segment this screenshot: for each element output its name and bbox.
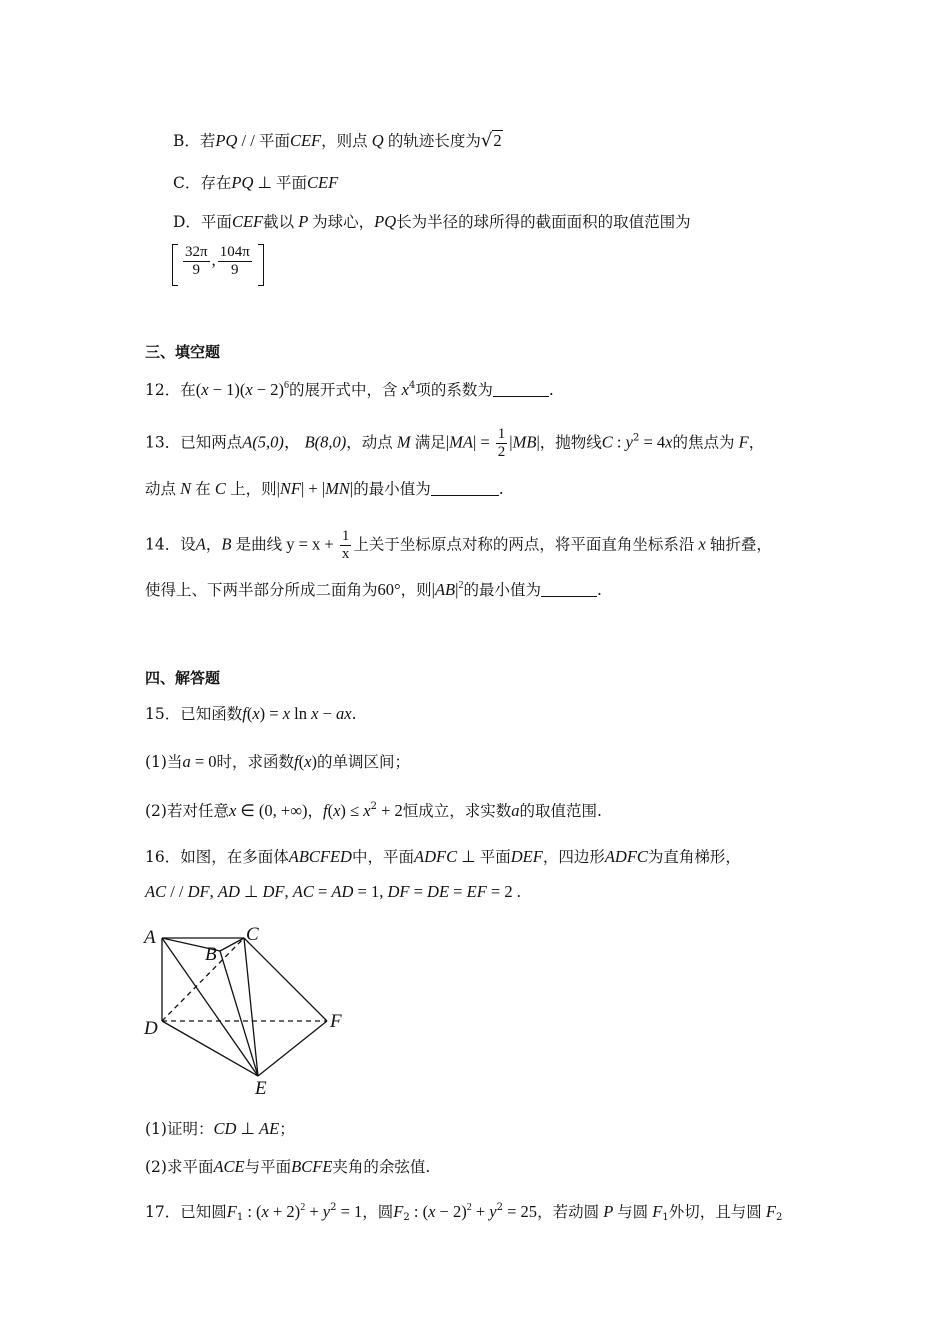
vertex-label-c: C [246,924,259,945]
option-c: C．存在PQ ⊥ 平面CEF [173,173,339,192]
question-16-part1: (1)证明：CD ⊥ AE； [145,1119,295,1138]
option-d-range: $\frac{32\pi}{9}$ , $\frac{104\pi}{9}$ [172,244,264,286]
question-13-line2: 动点 N 在 C 上，则|NF| + |MN|的最小值为 . [145,479,504,498]
question-14: 14．设A，B 是曲线 y = x + $\frac{1}{x}$ 上关于坐标原点对称的两点，将平面直角坐标系沿 x 轴折叠， [145,528,772,562]
section-heading-fill-in: 三、填空题 [145,343,221,361]
vertex-label-e: E [255,1078,267,1099]
question-13: 13．已知两点A(5,0)， B(8,0)，动点 M 满足|MA| = $\frac{1}{2}$ |MB|，抛物线C : $y^2 = 4x$的焦点为 F， [145,426,765,460]
question-15: 15．已知函数f(x) = x ln x − ax. [145,704,357,723]
question-15-part1: (1)当a = 0时，求函数f(x)的单调区间； [145,752,410,771]
question-14-line2: 使得上、下两半部分所成二面角为60°，则$|AB|^2$的最小值为 . [145,580,602,599]
option-b: B．若PQ / / 平面CEF，则点 Q 的轨迹长度为√2 [173,130,502,151]
question-17: 17．已知圆$F_1$ : $(x + 2)^2 + y^2 = 1$，圆$F_2$ : $(x - 2)^2 + y^2 = 25$，若动圆 P 与圆 $F_1$外切，且与圆 $F_2$ [145,1202,783,1223]
question-12: 12．在$(x - 1)(x - 2)^6$的展开式中，含 $x^4$项的系数为 . [145,380,554,399]
vertex-label-f: F [330,1011,342,1032]
section-heading-solutions: 四、解答题 [145,669,221,687]
question-16-conditions: AC / / DF, AD ⊥ DF, AC = AD = 1, DF = DE = EF = 2 . [145,882,521,901]
polyhedron-figure [140,920,360,1100]
option-d: D．平面CEF截以 P 为球心，PQ长为半径的球所得的截面面积的取值范围为 [173,212,691,231]
question-16-part2: (2)求平面ACE与平面BCFE夹角的余弦值. [145,1157,431,1176]
question-15-part2: (2)若对任意x ∈ (0, +∞)，$f(x) \le x^2 + 2$恒成立，求实数a的取值范围. [145,801,602,820]
question-16: 16．如图，在多面体ABCFED中，平面ADFC ⊥ 平面DEF，四边形ADFC为直角梯形， [145,847,741,866]
vertex-label-b: B [205,944,217,965]
vertex-label-a: A [144,927,156,948]
vertex-label-d: D [144,1018,158,1039]
